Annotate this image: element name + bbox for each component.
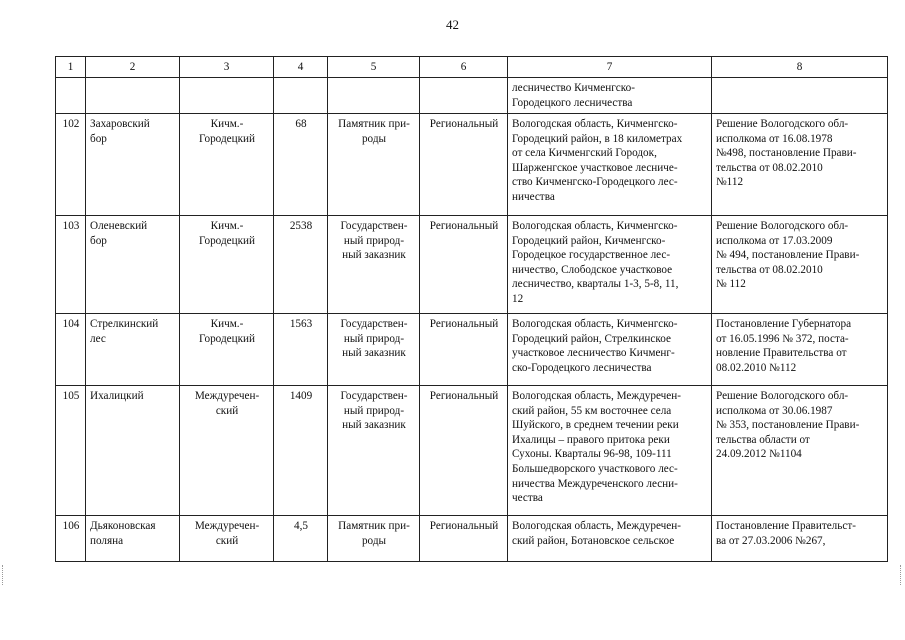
column-header-6: 6 xyxy=(420,57,508,78)
cell-location: Вологодская область, Кичменгско- Городецкий район, Кичменгско- Городецкое государственное лес- ничество, Слободское участковое лесничество, кварталы 1-3, 5-8, 11, 12 xyxy=(508,216,712,314)
cell-significance: Региональный xyxy=(420,516,508,562)
cell-document: Решение Вологодского обл- исполкома от 16.08.1978 №498, постановление Прави- тельства от 08.02.2010 №112 xyxy=(712,114,888,216)
cell-num: 103 xyxy=(56,216,86,314)
column-number-row xyxy=(56,57,888,78)
cell-category: Памятник при- роды xyxy=(328,516,420,562)
cell-num: 105 xyxy=(56,386,86,516)
column-header-4: 4 xyxy=(274,57,328,78)
column-header-3: 3 xyxy=(180,57,274,78)
cell-district: Кичм.- Городецкий xyxy=(180,114,274,216)
cell-area: 4,5 xyxy=(274,516,328,562)
cell-significance: Региональный xyxy=(420,314,508,386)
protected-areas-table xyxy=(55,56,888,562)
column-header-2: 2 xyxy=(86,57,180,78)
column-header-8: 8 xyxy=(712,57,888,78)
cell-category: Памятник при- роды xyxy=(328,114,420,216)
page-number: 42 xyxy=(446,17,459,32)
cell-name: Ихалицкий xyxy=(86,386,180,516)
cell-area: 68 xyxy=(274,114,328,216)
cell-num xyxy=(56,78,86,114)
column-header-7: 7 xyxy=(508,57,712,78)
cell-significance: Региональный xyxy=(420,216,508,314)
cell-category xyxy=(328,78,420,114)
cell-district: Междуречен- ский xyxy=(180,516,274,562)
table-row xyxy=(56,386,888,516)
cell-document: Постановление Губернатора от 16.05.1996 № 372, поста- новление Правительства от 08.02.2010 №112 xyxy=(712,314,888,386)
table-row xyxy=(56,114,888,216)
cell-document: Постановление Правительст- ва от 27.03.2006 №267, xyxy=(712,516,888,562)
cell-location: Вологодская область, Междуречен- ский район, Ботановское сельское xyxy=(508,516,712,562)
column-header-1: 1 xyxy=(56,57,86,78)
cell-document: Решение Вологодского обл- исполкома от 30.06.1987 № 353, постановление Прави- тельства области от 24.09.2012 №1104 xyxy=(712,386,888,516)
cell-name: Дьяконовская поляна xyxy=(86,516,180,562)
cell-name: Захаровский бор xyxy=(86,114,180,216)
cell-location: Вологодская область, Кичменгско- Городецкий район, в 18 километрах от села Кичменгский Городок, Шарженгское участковое лесниче- ство Кичменгско-Городецкого лес- ничества xyxy=(508,114,712,216)
cell-district xyxy=(180,78,274,114)
cell-name: Стрелкинский лес xyxy=(86,314,180,386)
cell-location: Вологодская область, Междуречен- ский район, 55 км восточнее села Шуйского, в среднем течении реки Ихалицы – правого притока реки Сухоны. Кварталы 96-98, 109-111 Большедворского участкового лес- ничества Междуреченского лесни- чества xyxy=(508,386,712,516)
cell-num: 104 xyxy=(56,314,86,386)
table-row xyxy=(56,516,888,562)
scan-edge-mark-left xyxy=(2,565,5,585)
continuation-row xyxy=(56,78,888,114)
cell-category: Государствен- ный природ- ный заказник xyxy=(328,216,420,314)
column-header-5: 5 xyxy=(328,57,420,78)
cell-location: Вологодская область, Кичменгско- Городецкий район, Стрелкинское участковое лесничество Кичменг- ско-Городецкого лесничества xyxy=(508,314,712,386)
cell-district: Кичм.- Городецкий xyxy=(180,216,274,314)
cell-significance xyxy=(420,78,508,114)
cell-name: Оленевский бор xyxy=(86,216,180,314)
cell-district: Кичм.- Городецкий xyxy=(180,314,274,386)
cell-name xyxy=(86,78,180,114)
cell-document: Решение Вологодского обл- исполкома от 17.03.2009 № 494, постановление Прави- тельства от 08.02.2010 № 112 xyxy=(712,216,888,314)
cell-category: Государствен- ный природ- ный заказник xyxy=(328,386,420,516)
table-row xyxy=(56,216,888,314)
cell-significance: Региональный xyxy=(420,114,508,216)
cell-document xyxy=(712,78,888,114)
cell-location: лесничество Кичменгско- Городецкого лесничества xyxy=(508,78,712,114)
cell-num: 102 xyxy=(56,114,86,216)
cell-area: 1563 xyxy=(274,314,328,386)
table-row xyxy=(56,314,888,386)
cell-category: Государствен- ный природ- ный заказник xyxy=(328,314,420,386)
cell-area: 2538 xyxy=(274,216,328,314)
cell-district: Междуречен- ский xyxy=(180,386,274,516)
cell-area xyxy=(274,78,328,114)
cell-num: 106 xyxy=(56,516,86,562)
scan-edge-mark-right xyxy=(900,565,903,585)
cell-significance: Региональный xyxy=(420,386,508,516)
cell-area: 1409 xyxy=(274,386,328,516)
